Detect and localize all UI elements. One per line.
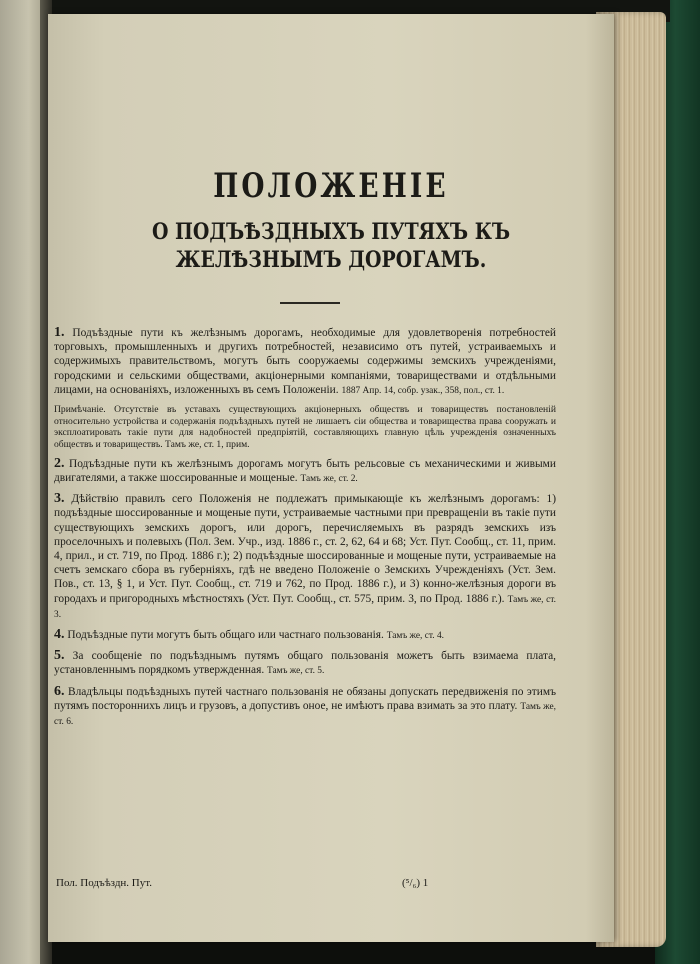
article-text: Подъѣздные пути къ желѣзнымъ дорогамъ могутъ быть рельсовые съ механическими и живыми двигателями, а также шоссированные и мощеные. [54,457,556,485]
footer-page-mark: (⁵/₆) 1 [402,877,429,889]
title-divider [280,302,340,304]
article-1-note: Примѣчаніе. Отсутствіе въ уставахъ существующихъ акціонерныхъ обществъ и товариществъ постановленій относительно устройства и содержанія подъѣздныхъ путей не лишаетъ сіи общества и товарищества права сооружать и эксплоатировать такіе пути для надобностей предпріятій, составляющихъ главную цѣль учрежденія означенныхъ обществъ и товариществъ. Тамъ же, ст. 1, прим. [54,404,556,451]
article-number: 6. [54,683,65,699]
article-reference: Тамъ же, ст. 3. [54,594,556,620]
article-text: Подъѣздные пути къ желѣзнымъ дорогамъ, необходимые для удовлетворенія потребностей торговыхъ, промышленныхъ и другихъ потребностей, независимо отъ путей, устраиваемыхъ и содержимыхъ правительствомъ, могутъ быть сооружаемы содержимы земскихъ учрежденіями, городскими и сельскими обществами, акціонерными компаніями, товариществами и отдѣльными лицами, на основаніяхъ, изложенныхъ въ семъ Положеніи. [54,327,556,396]
document-body [54,326,556,735]
footer-signature: Пол. Подъѣздн. Пут. [56,877,152,889]
article-reference: Тамъ же, ст. 4. [386,631,445,642]
article-5 [54,649,556,678]
page-content [48,14,614,942]
article-number: 4. [54,627,65,643]
document-title: ПОЛОЖЕНІЕ [213,166,449,206]
article-number: 1. [54,325,65,340]
article-4 [54,628,556,643]
article-text: Владѣльцы подъѣздныхъ путей частнаго пользованія не обязаны допускать передвиженія по этимъ путямъ постороннихъ лицъ и грузовъ, а допустивъ оное, не имѣютъ права взимать за это плату. [54,685,556,712]
article-6 [54,685,556,730]
article-number: 5. [54,648,65,664]
article-number: 2. [54,455,65,471]
article-reference: 1887 Апр. 14, собр. узак., 358, пол., ст. 1. [341,385,505,396]
article-reference: Тамъ же, ст. 2. [300,474,358,485]
article-3 [54,492,556,622]
document-subtitle: О ПОДЪѢЗДНЫХЪ ПУТЯХЪ КЪ ЖЕЛѢЗНЫМЪ ДОРОГАМЪ. [151,219,511,273]
book-page [48,14,614,942]
article-number: 3. [54,491,65,507]
article-reference: Тамъ же, ст. 6. [54,701,557,728]
article-text: Подъѣздные пути могутъ быть общаго или частнаго пользованія. [67,629,384,642]
article-1 [54,326,556,398]
article-text: За сообщеніе по подъѣзднымъ путямъ общаго пользованія можетъ быть взимаема плата, установленнымъ порядкомъ утвержденная. [54,650,556,677]
article-reference: Тамъ же, ст. 5. [267,666,325,677]
article-text: Дѣйствію правилъ сего Положенія не подлежатъ примыкающіе къ желѣзнымъ дорогамъ: 1) подъѣздные шоссированные и мощеные пути, устраиваемые частными при превращеніи въ такіе пути существующихъ земскихъ дорогъ, или дорогъ, перечисляемыхъ въ разрядъ земскихъ изъ проселочныхъ и полевыхъ (Пол. Зем. Учр., изд. 1886 г., ст. 2, 62, 64 и 68; Уст. Пут. Сообщ., ст. 11, прим. 4, прил., и ст. 719, по Прод. 1886 г.); 2) подъѣздные шоссированные и мощеные пути, устраиваемые на счетъ земскаго сбора въ губерніяхъ, гдѣ не введено Положеніе о Земскихъ Учрежденіяхъ (Уст. Зем. Пов., ст. 13, § 1, и Уст. Пут. Сообщ., ст. 719 и 762, по Прод. 1886 г.), и 3) конно-желѣзныя дороги въ городахъ и пригородныхъ мѣстностяхъ (Уст. Пут. Сообщ., ст. 575, прим. 3, по Прод. 1886 г.). [54,493,556,605]
article-2 [54,457,556,486]
